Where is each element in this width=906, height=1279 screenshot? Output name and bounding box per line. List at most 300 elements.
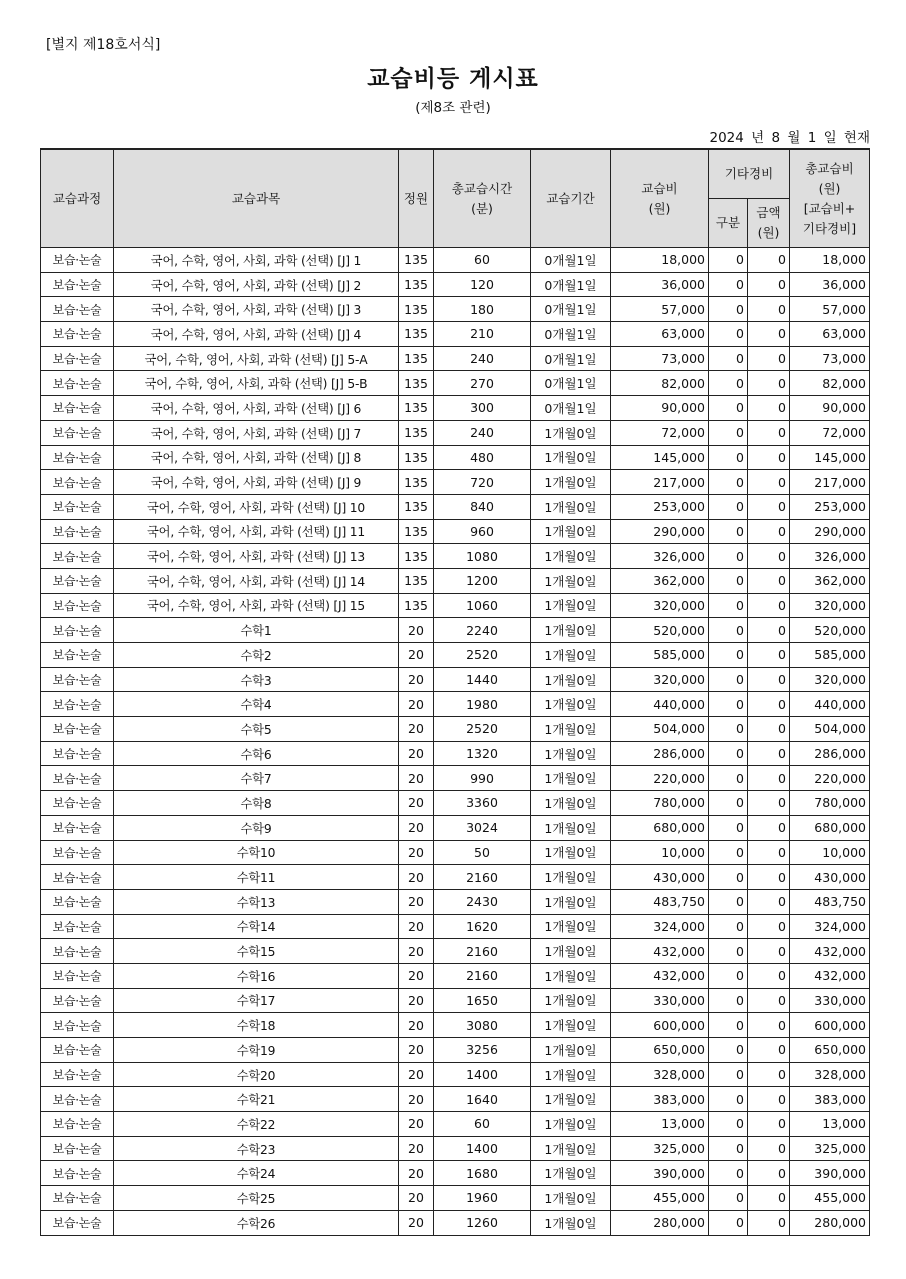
header-other-type: 구분 [709,199,748,248]
cell-minutes: 1620 [434,914,531,939]
cell-other-type: 0 [709,815,748,840]
table-row [41,717,870,742]
cell-other-amount: 0 [748,396,790,421]
cell-fee: 455,000 [611,1186,709,1211]
cell-other-amount: 0 [748,1112,790,1137]
cell-period: 0개월1일 [531,396,611,421]
table-row [41,618,870,643]
table-row [41,963,870,988]
cell-other-type: 0 [709,593,748,618]
cell-other-type: 0 [709,1161,748,1186]
cell-period: 1개월0일 [531,815,611,840]
cell-other-amount: 0 [748,1013,790,1038]
cell-minutes: 240 [434,346,531,371]
cell-minutes: 2160 [434,865,531,890]
fee-table [40,148,870,1236]
cell-minutes: 720 [434,470,531,495]
cell-total: 430,000 [790,865,870,890]
cell-course: 보습·논술 [41,963,114,988]
cell-capacity: 20 [399,717,434,742]
cell-total: 383,000 [790,1087,870,1112]
cell-period: 1개월0일 [531,865,611,890]
cell-capacity: 135 [399,322,434,347]
cell-other-type: 0 [709,618,748,643]
cell-total: 145,000 [790,445,870,470]
cell-total: 432,000 [790,963,870,988]
cell-course: 보습·논술 [41,618,114,643]
cell-other-type: 0 [709,396,748,421]
cell-other-type: 0 [709,248,748,273]
cell-period: 1개월0일 [531,840,611,865]
cell-capacity: 135 [399,568,434,593]
cell-subject: 국어, 수학, 영어, 사회, 과학 (선택) [J] 2 [114,272,399,297]
cell-fee: 680,000 [611,815,709,840]
cell-total: 680,000 [790,815,870,840]
cell-minutes: 60 [434,248,531,273]
cell-subject: 수학21 [114,1087,399,1112]
cell-subject: 수학1 [114,618,399,643]
cell-subject: 수학14 [114,914,399,939]
cell-period: 0개월1일 [531,248,611,273]
cell-subject: 국어, 수학, 영어, 사회, 과학 (선택) [J] 10 [114,494,399,519]
cell-fee: 10,000 [611,840,709,865]
cell-other-amount: 0 [748,791,790,816]
cell-total: 72,000 [790,420,870,445]
cell-period: 1개월0일 [531,939,611,964]
header-total-minutes-line2: (분) [471,200,493,216]
cell-course: 보습·논술 [41,1013,114,1038]
table-row [41,544,870,569]
cell-period: 1개월0일 [531,593,611,618]
effective-date: 2024 년 8 월 1 일 현재 [709,130,870,146]
cell-fee: 650,000 [611,1038,709,1063]
cell-minutes: 3256 [434,1038,531,1063]
cell-total: 73,000 [790,346,870,371]
table-row [41,741,870,766]
cell-period: 0개월1일 [531,297,611,322]
cell-subject: 수학24 [114,1161,399,1186]
cell-other-type: 0 [709,889,748,914]
cell-subject: 수학8 [114,791,399,816]
cell-other-type: 0 [709,741,748,766]
cell-fee: 326,000 [611,544,709,569]
cell-total: 780,000 [790,791,870,816]
table-row [41,346,870,371]
cell-minutes: 1960 [434,1186,531,1211]
cell-period: 1개월0일 [531,1013,611,1038]
table-row [41,593,870,618]
cell-capacity: 20 [399,643,434,668]
cell-capacity: 20 [399,1013,434,1038]
cell-capacity: 135 [399,396,434,421]
table-row [41,988,870,1013]
cell-other-amount: 0 [748,939,790,964]
cell-capacity: 20 [399,692,434,717]
cell-other-type: 0 [709,297,748,322]
cell-period: 1개월0일 [531,1112,611,1137]
cell-subject: 수학15 [114,939,399,964]
cell-fee: 145,000 [611,445,709,470]
header-total-line1: 총교습비 [805,160,854,176]
cell-period: 1개월0일 [531,667,611,692]
cell-total: 324,000 [790,914,870,939]
cell-other-type: 0 [709,840,748,865]
cell-other-amount: 0 [748,544,790,569]
cell-fee: 73,000 [611,346,709,371]
cell-capacity: 135 [399,420,434,445]
cell-total: 90,000 [790,396,870,421]
cell-subject: 국어, 수학, 영어, 사회, 과학 (선택) [J] 3 [114,297,399,322]
cell-other-amount: 0 [748,667,790,692]
cell-other-amount: 0 [748,865,790,890]
cell-capacity: 20 [399,1038,434,1063]
cell-other-amount: 0 [748,1087,790,1112]
cell-minutes: 960 [434,519,531,544]
cell-course: 보습·논술 [41,297,114,322]
cell-period: 1개월0일 [531,420,611,445]
cell-period: 1개월0일 [531,618,611,643]
cell-subject: 국어, 수학, 영어, 사회, 과학 (선택) [J] 9 [114,470,399,495]
cell-total: 286,000 [790,741,870,766]
cell-fee: 320,000 [611,593,709,618]
cell-subject: 수학22 [114,1112,399,1137]
cell-period: 1개월0일 [531,692,611,717]
cell-capacity: 135 [399,544,434,569]
cell-other-type: 0 [709,371,748,396]
table-row [41,939,870,964]
cell-period: 1개월0일 [531,963,611,988]
cell-subject: 수학11 [114,865,399,890]
cell-minutes: 2160 [434,963,531,988]
cell-fee: 432,000 [611,939,709,964]
cell-period: 1개월0일 [531,568,611,593]
table-row [41,840,870,865]
cell-total: 57,000 [790,297,870,322]
table-row [41,1210,870,1235]
cell-other-amount: 0 [748,717,790,742]
table-row [41,396,870,421]
cell-minutes: 1060 [434,593,531,618]
cell-course: 보습·논술 [41,1186,114,1211]
cell-other-type: 0 [709,963,748,988]
cell-course: 보습·논술 [41,840,114,865]
header-course: 교습과정 [41,149,114,248]
cell-minutes: 3360 [434,791,531,816]
cell-other-type: 0 [709,939,748,964]
cell-other-type: 0 [709,544,748,569]
table-row [41,889,870,914]
cell-minutes: 270 [434,371,531,396]
cell-fee: 362,000 [611,568,709,593]
cell-capacity: 20 [399,914,434,939]
cell-other-type: 0 [709,470,748,495]
cell-total: 10,000 [790,840,870,865]
cell-other-type: 0 [709,346,748,371]
cell-period: 1개월0일 [531,717,611,742]
cell-other-amount: 0 [748,643,790,668]
table-header [41,149,870,248]
cell-minutes: 240 [434,420,531,445]
cell-other-type: 0 [709,494,748,519]
cell-other-amount: 0 [748,963,790,988]
table-row [41,1161,870,1186]
cell-subject: 수학25 [114,1186,399,1211]
header-fee-line1: 교습비 [641,180,678,196]
cell-fee: 483,750 [611,889,709,914]
table-row [41,494,870,519]
cell-capacity: 20 [399,1062,434,1087]
cell-subject: 수학26 [114,1210,399,1235]
cell-total: 432,000 [790,939,870,964]
cell-minutes: 2430 [434,889,531,914]
cell-course: 보습·논술 [41,371,114,396]
cell-period: 1개월0일 [531,445,611,470]
cell-subject: 국어, 수학, 영어, 사회, 과학 (선택) [J] 7 [114,420,399,445]
cell-other-type: 0 [709,420,748,445]
cell-period: 1개월0일 [531,988,611,1013]
cell-capacity: 135 [399,470,434,495]
cell-minutes: 300 [434,396,531,421]
cell-capacity: 20 [399,618,434,643]
table-row [41,470,870,495]
cell-fee: 504,000 [611,717,709,742]
table-body [41,248,870,1236]
cell-course: 보습·논술 [41,248,114,273]
header-total-minutes [434,149,531,248]
cell-period: 1개월0일 [531,766,611,791]
header-total-line2: (원) [818,180,841,196]
cell-course: 보습·논술 [41,1136,114,1161]
cell-capacity: 20 [399,889,434,914]
cell-minutes: 1080 [434,544,531,569]
cell-course: 보습·논술 [41,692,114,717]
cell-other-amount: 0 [748,1161,790,1186]
cell-capacity: 20 [399,1161,434,1186]
cell-total: 220,000 [790,766,870,791]
cell-other-amount: 0 [748,420,790,445]
cell-capacity: 20 [399,865,434,890]
cell-other-type: 0 [709,1013,748,1038]
cell-total: 325,000 [790,1136,870,1161]
cell-period: 1개월0일 [531,889,611,914]
table-row [41,692,870,717]
cell-fee: 383,000 [611,1087,709,1112]
cell-other-amount: 0 [748,519,790,544]
header-capacity: 정원 [399,149,434,248]
cell-fee: 324,000 [611,914,709,939]
cell-other-amount: 0 [748,815,790,840]
cell-fee: 430,000 [611,865,709,890]
cell-other-type: 0 [709,865,748,890]
cell-total: 217,000 [790,470,870,495]
cell-total: 253,000 [790,494,870,519]
cell-fee: 63,000 [611,322,709,347]
table-row [41,1186,870,1211]
cell-subject: 수학13 [114,889,399,914]
table-row [41,766,870,791]
table-row [41,519,870,544]
cell-course: 보습·논술 [41,593,114,618]
cell-course: 보습·논술 [41,914,114,939]
cell-other-amount: 0 [748,494,790,519]
cell-course: 보습·논술 [41,1161,114,1186]
cell-minutes: 120 [434,272,531,297]
table-row [41,667,870,692]
cell-fee: 36,000 [611,272,709,297]
cell-other-amount: 0 [748,1186,790,1211]
cell-minutes: 1640 [434,1087,531,1112]
cell-capacity: 20 [399,766,434,791]
cell-other-type: 0 [709,1062,748,1087]
table-row [41,322,870,347]
cell-fee: 440,000 [611,692,709,717]
cell-minutes: 990 [434,766,531,791]
cell-other-amount: 0 [748,1210,790,1235]
cell-subject: 국어, 수학, 영어, 사회, 과학 (선택) [J] 11 [114,519,399,544]
cell-other-amount: 0 [748,618,790,643]
cell-subject: 수학16 [114,963,399,988]
cell-subject: 국어, 수학, 영어, 사회, 과학 (선택) [J] 5-B [114,371,399,396]
cell-other-type: 0 [709,1186,748,1211]
cell-other-amount: 0 [748,593,790,618]
cell-subject: 수학20 [114,1062,399,1087]
cell-fee: 253,000 [611,494,709,519]
cell-total: 520,000 [790,618,870,643]
cell-capacity: 135 [399,445,434,470]
cell-minutes: 480 [434,445,531,470]
cell-total: 440,000 [790,692,870,717]
cell-total: 320,000 [790,593,870,618]
table-row [41,1087,870,1112]
cell-other-amount: 0 [748,272,790,297]
cell-period: 1개월0일 [531,470,611,495]
cell-course: 보습·논술 [41,1062,114,1087]
cell-total: 18,000 [790,248,870,273]
cell-minutes: 2160 [434,939,531,964]
cell-period: 1개월0일 [531,791,611,816]
cell-minutes: 1680 [434,1161,531,1186]
cell-fee: 432,000 [611,963,709,988]
cell-minutes: 180 [434,297,531,322]
table-row [41,1112,870,1137]
cell-minutes: 1320 [434,741,531,766]
cell-other-type: 0 [709,643,748,668]
header-total-line4: 기타경비] [802,220,857,236]
cell-period: 1개월0일 [531,544,611,569]
cell-subject: 국어, 수학, 영어, 사회, 과학 (선택) [J] 5-A [114,346,399,371]
cell-subject: 국어, 수학, 영어, 사회, 과학 (선택) [J] 14 [114,568,399,593]
cell-other-type: 0 [709,717,748,742]
cell-capacity: 20 [399,963,434,988]
cell-other-type: 0 [709,692,748,717]
cell-subject: 수학3 [114,667,399,692]
cell-total: 504,000 [790,717,870,742]
cell-course: 보습·논술 [41,667,114,692]
cell-capacity: 135 [399,272,434,297]
cell-period: 1개월0일 [531,1087,611,1112]
cell-fee: 780,000 [611,791,709,816]
cell-fee: 57,000 [611,297,709,322]
cell-total: 13,000 [790,1112,870,1137]
cell-subject: 국어, 수학, 영어, 사회, 과학 (선택) [J] 4 [114,322,399,347]
cell-minutes: 60 [434,1112,531,1137]
cell-minutes: 210 [434,322,531,347]
header-total-line3: [교습비+ [803,200,856,216]
cell-course: 보습·논술 [41,470,114,495]
cell-minutes: 1400 [434,1136,531,1161]
cell-subject: 수학2 [114,643,399,668]
cell-total: 326,000 [790,544,870,569]
cell-capacity: 20 [399,815,434,840]
cell-course: 보습·논술 [41,494,114,519]
header-other-amount-line1: 금액 [756,205,781,220]
cell-minutes: 1980 [434,692,531,717]
cell-course: 보습·논술 [41,791,114,816]
page-subtitle: (제8조 관련) [415,100,491,116]
cell-capacity: 20 [399,840,434,865]
cell-subject: 수학23 [114,1136,399,1161]
table-row [41,791,870,816]
cell-period: 0개월1일 [531,371,611,396]
cell-subject: 국어, 수학, 영어, 사회, 과학 (선택) [J] 8 [114,445,399,470]
cell-course: 보습·논술 [41,519,114,544]
cell-subject: 수학18 [114,1013,399,1038]
cell-other-amount: 0 [748,1062,790,1087]
cell-capacity: 20 [399,791,434,816]
cell-fee: 286,000 [611,741,709,766]
cell-total: 328,000 [790,1062,870,1087]
cell-capacity: 20 [399,667,434,692]
cell-course: 보습·논술 [41,889,114,914]
cell-minutes: 3080 [434,1013,531,1038]
table-row [41,445,870,470]
cell-other-amount: 0 [748,445,790,470]
cell-capacity: 20 [399,939,434,964]
cell-capacity: 20 [399,741,434,766]
cell-capacity: 20 [399,988,434,1013]
cell-other-type: 0 [709,1087,748,1112]
cell-capacity: 135 [399,371,434,396]
cell-other-amount: 0 [748,371,790,396]
cell-subject: 국어, 수학, 영어, 사회, 과학 (선택) [J] 6 [114,396,399,421]
header-subject: 교습과목 [114,149,399,248]
cell-minutes: 2240 [434,618,531,643]
cell-course: 보습·논술 [41,865,114,890]
cell-course: 보습·논술 [41,766,114,791]
cell-fee: 72,000 [611,420,709,445]
cell-other-type: 0 [709,791,748,816]
cell-subject: 수학6 [114,741,399,766]
cell-other-type: 0 [709,272,748,297]
cell-course: 보습·논술 [41,420,114,445]
cell-course: 보습·논술 [41,643,114,668]
cell-other-type: 0 [709,1210,748,1235]
cell-period: 1개월0일 [531,1210,611,1235]
table-row [41,1136,870,1161]
cell-period: 1개월0일 [531,494,611,519]
cell-fee: 320,000 [611,667,709,692]
cell-other-type: 0 [709,1112,748,1137]
cell-fee: 18,000 [611,248,709,273]
cell-subject: 수학7 [114,766,399,791]
cell-fee: 290,000 [611,519,709,544]
header-fee [611,149,709,248]
cell-course: 보습·논술 [41,322,114,347]
cell-other-amount: 0 [748,346,790,371]
cell-capacity: 135 [399,248,434,273]
cell-total: 82,000 [790,371,870,396]
table-row [41,815,870,840]
